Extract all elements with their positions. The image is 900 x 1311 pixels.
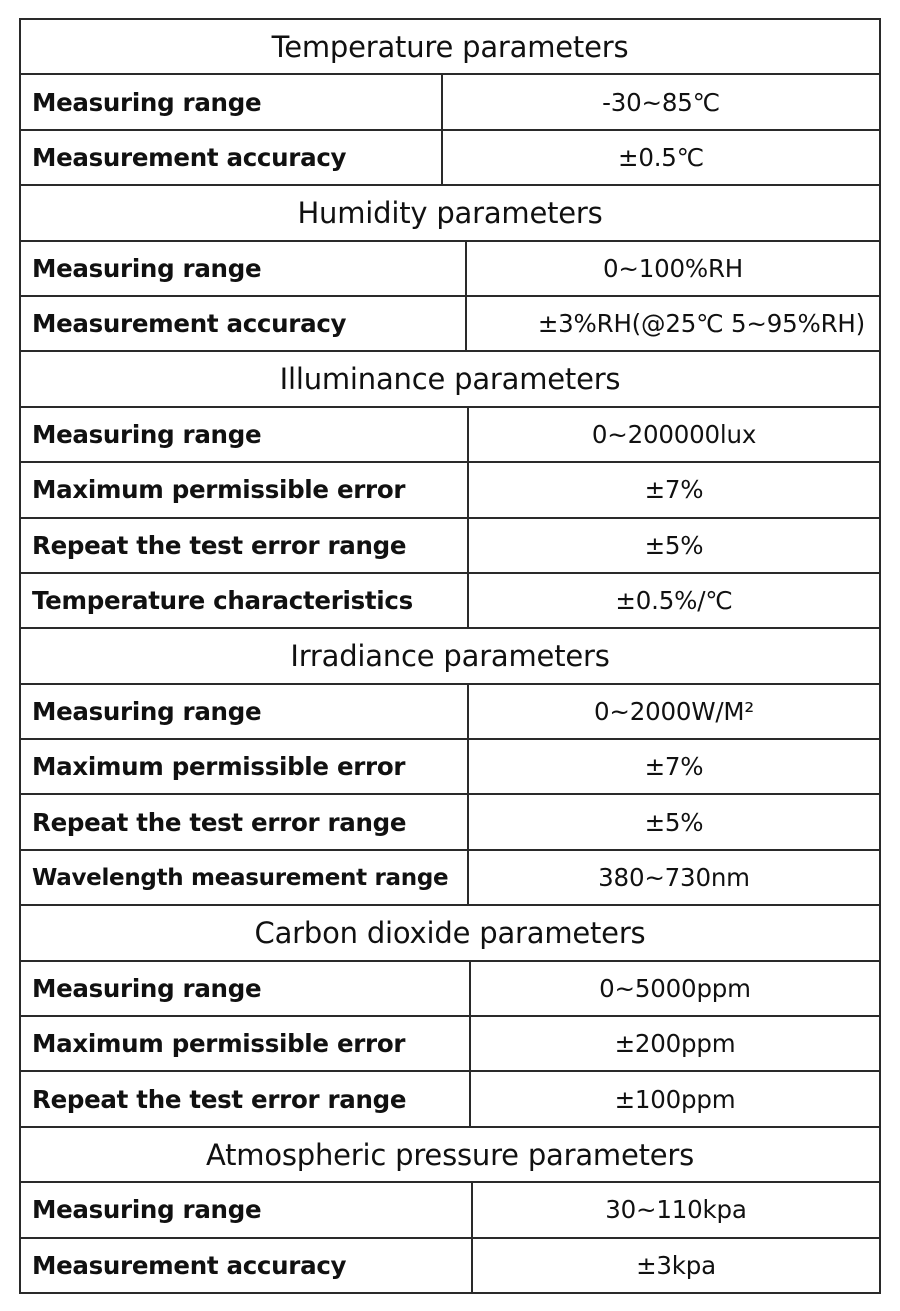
row-label: Maximum permissible error: [21, 740, 469, 793]
row-label: Repeat the test error range: [21, 1072, 471, 1125]
row-value: ±5%: [644, 807, 704, 837]
section-header-humidity: Humidity parameters: [21, 186, 879, 241]
row-value: ±7%: [644, 475, 704, 505]
table-row: [21, 1017, 879, 1072]
section-header-illuminance: Illuminance parameters: [21, 352, 879, 407]
row-value: ±200ppm: [614, 1029, 736, 1059]
section-header-temperature: Temperature parameters: [21, 20, 879, 75]
row-label: Measuring range: [21, 685, 469, 738]
table-row: [21, 1183, 879, 1238]
row-value: 0~2000W/M²: [594, 696, 754, 726]
row-label: Measuring range: [21, 1183, 473, 1236]
table-row: [21, 131, 879, 186]
table-row: [21, 1239, 879, 1294]
table-row: [21, 297, 879, 352]
row-value: ±3%RH(@25℃ 5~95%RH): [537, 309, 865, 339]
table-row: [21, 851, 879, 906]
spec-table: [19, 18, 881, 1294]
row-label: Temperature characteristics: [21, 574, 469, 627]
table-row: [21, 1072, 879, 1127]
row-label: Repeat the test error range: [21, 519, 469, 572]
table-row: [21, 962, 879, 1017]
row-label: Maximum permissible error: [21, 1017, 471, 1070]
row-label: Measuring range: [21, 75, 443, 128]
table-row: [21, 519, 879, 574]
section-header-carbon-dioxide: Carbon dioxide parameters: [21, 906, 879, 961]
row-label: Measurement accuracy: [21, 297, 467, 350]
table-row: [21, 463, 879, 518]
table-row: [21, 685, 879, 740]
row-value: 0~5000ppm: [599, 973, 751, 1003]
row-value: 30~110kpa: [605, 1195, 747, 1225]
row-label: Measurement accuracy: [21, 1239, 473, 1292]
table-row: [21, 740, 879, 795]
table-row: [21, 75, 879, 130]
table-row: [21, 242, 879, 297]
row-label: Measuring range: [21, 408, 469, 461]
row-value: ±5%: [644, 530, 704, 560]
row-label: Repeat the test error range: [21, 795, 469, 848]
row-value: 0~100%RH: [602, 253, 743, 283]
row-value: ±0.5℃: [617, 142, 704, 172]
row-label: Wavelength measurement range: [21, 851, 469, 904]
section-header-atmospheric-pressure: Atmospheric pressure parameters: [21, 1128, 879, 1183]
row-label: Measuring range: [21, 962, 471, 1015]
row-value: 0~200000lux: [591, 419, 757, 449]
row-value: ±100ppm: [614, 1084, 736, 1114]
row-value: -30~85℃: [602, 87, 720, 117]
row-value: 380~730nm: [598, 863, 750, 893]
row-value: ±0.5%/℃: [615, 586, 733, 616]
table-row: [21, 408, 879, 463]
table-row: [21, 574, 879, 629]
row-value: ±7%: [644, 752, 704, 782]
table-row: [21, 795, 879, 850]
row-label: Measuring range: [21, 242, 467, 295]
section-header-irradiance: Irradiance parameters: [21, 629, 879, 684]
row-label: Maximum permissible error: [21, 463, 469, 516]
row-label: Measurement accuracy: [21, 131, 443, 184]
row-value: ±3kpa: [636, 1250, 716, 1280]
